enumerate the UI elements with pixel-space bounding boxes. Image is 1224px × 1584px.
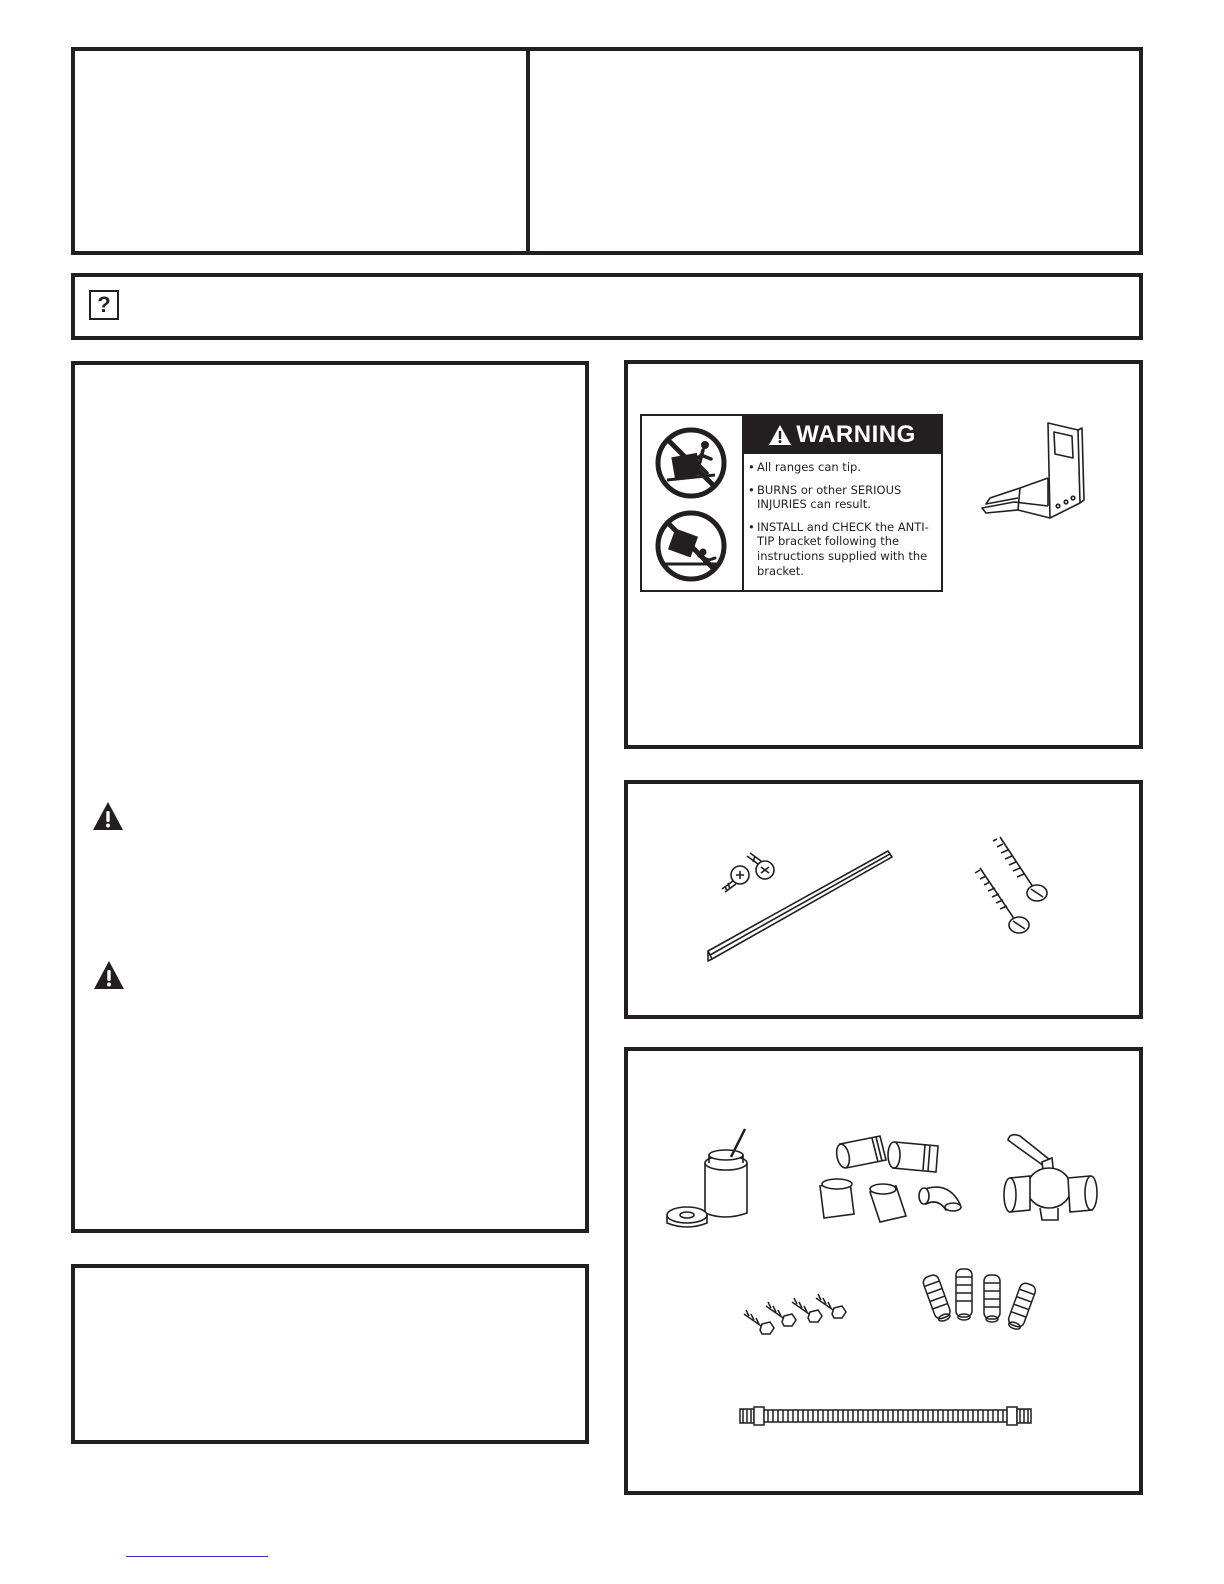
question-mark-icon: ? (89, 290, 119, 320)
warning-pictograms (642, 416, 744, 590)
no-climbing-on-door-icon (653, 425, 729, 501)
safety-instructions-box (71, 361, 589, 1233)
pipe-fittings-icon (810, 1130, 980, 1230)
anchors-icon (918, 1265, 1043, 1345)
header-right-box (526, 47, 1143, 255)
warning-item: • All ranges can tip. (748, 460, 938, 475)
alert-triangle-icon (92, 801, 124, 831)
wood-screws-icon (740, 1288, 850, 1348)
warning-list (748, 460, 938, 586)
anti-tip-bracket-icon (978, 418, 1098, 533)
questions-box (71, 273, 1143, 340)
alert-triangle-icon (93, 960, 125, 990)
warning-title-bar (743, 416, 941, 454)
warning-title: WARNING (796, 421, 916, 448)
warning-label (640, 414, 943, 592)
no-tipping-range-icon (653, 508, 729, 584)
flex-connector-icon (738, 1403, 1033, 1429)
trim-screws-icon (700, 845, 900, 965)
header-left-box (71, 47, 530, 255)
footer-link[interactable] (126, 1556, 268, 1557)
pipe-compound-icon (665, 1125, 755, 1230)
alert-triangle-icon (768, 424, 792, 446)
lag-screws-icon (975, 835, 1065, 935)
shutoff-valve-icon (1000, 1128, 1100, 1228)
notes-box (71, 1264, 589, 1444)
warning-item: • BURNS or other SERIOUS INJURIES can result. (748, 483, 938, 512)
warning-item: • INSTALL and CHECK the ANTI-TIP bracket following the instructions supplied with the bracket. (748, 520, 938, 578)
